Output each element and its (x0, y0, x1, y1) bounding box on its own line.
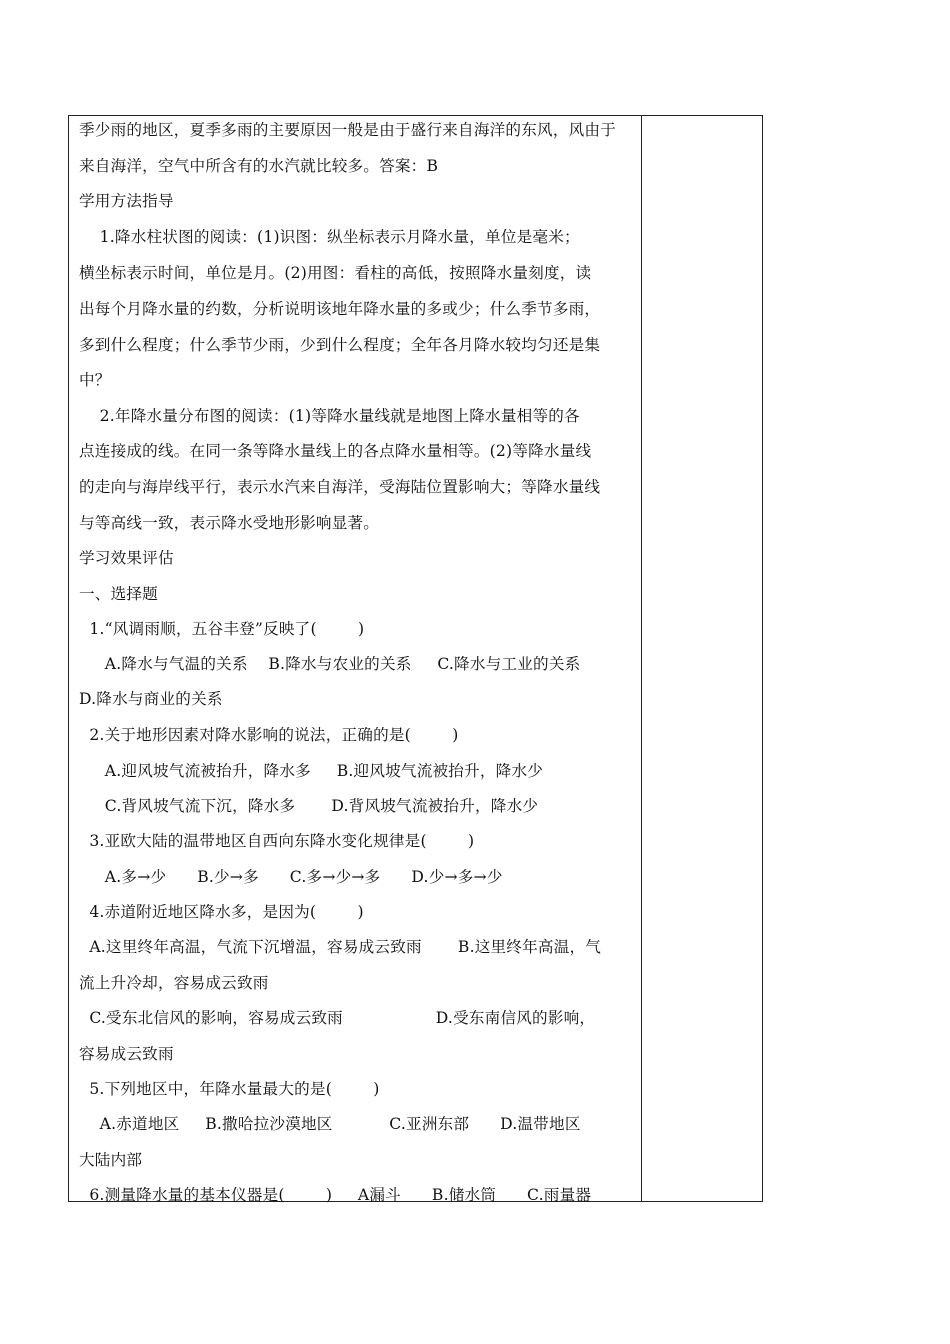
document-table (68, 115, 763, 1202)
option-line: A.降水与气温的关系 B.降水与农业的关系 C.降水与工业的关系 (79, 655, 581, 673)
question-line: 3.亚欧大陆的温带地区自西向东降水变化规律是( ) (79, 832, 475, 850)
question-line: 2.关于地形因素对降水影响的说法，正确的是( ) (79, 726, 459, 744)
column-divider (641, 116, 642, 1201)
option-line: 流上升冷却，容易成云致雨 (79, 974, 269, 992)
option-line: 容易成云致雨 (79, 1045, 174, 1063)
option-line: A.这里终年高温，气流下沉增温，容易成云致雨 B.这里终年高温，气 (79, 938, 602, 956)
text-line: 来自海洋，空气中所含有的水汽就比较多。答案：B (79, 157, 439, 175)
section-heading: 学用方法指导 (79, 192, 174, 210)
option-line: C.受东北信风的影响，容易成云致雨 D.受东南信风的影响， (79, 1009, 596, 1027)
text-line: 横坐标表示时间，单位是月。(2)用图：看柱的高低，按照降水量刻度，读 (79, 264, 592, 282)
text-line: 季少雨的地区，夏季多雨的主要原因一般是由于盛行来自海洋的东风，风由于 (79, 121, 616, 139)
option-line: C.背风坡气流下沉，降水多 D.背风坡气流被抬升，降水少 (79, 797, 539, 815)
section-heading: 学习效果评估 (79, 549, 174, 567)
text-line: 与等高线一致，表示降水受地形影响显著。 (79, 514, 380, 532)
option-line: D.降水与商业的关系 (79, 690, 223, 708)
section-heading: 一、选择题 (79, 585, 158, 603)
option-line: 大陆内部 (79, 1151, 143, 1169)
text-line: 点连接成的线。在同一条等降水量线上的各点降水量相等。(2)等降水量线 (79, 442, 592, 460)
question-line: 5.下列地区中，年降水量最大的是( ) (79, 1080, 380, 1098)
option-line: A.迎风坡气流被抬升，降水多 B.迎风坡气流被抬升，降水少 (79, 762, 544, 780)
question-line: 6.测量降水量的基本仪器是( ) A漏斗 B.储水筒 C.雨量器 (79, 1186, 592, 1204)
text-line: 中？ (79, 371, 111, 389)
question-line: 4.赤道附近地区降水多，是因为( ) (79, 903, 364, 921)
text-line: 的走向与海岸线平行，表示水汽来自海洋，受海陆位置影响大；等降水量线 (79, 478, 601, 496)
option-line: A.多→少 B.少→多 C.多→少→多 D.少→多→少 (79, 868, 503, 886)
text-line: 出每个月降水量的约数，分析说明该地年降水量的多或少；什么季节多雨， (79, 300, 601, 318)
text-line: 2.年降水量分布图的阅读：(1)等降水量线就是地图上降水量相等的各 (79, 407, 580, 425)
text-line: 多到什么程度；什么季节少雨，少到什么程度；全年各月降水较均匀还是集 (79, 336, 601, 354)
option-line: A.赤道地区 B.撒哈拉沙漠地区 C.亚洲东部 D.温带地区 (79, 1115, 581, 1133)
text-line: 1.降水柱状图的阅读：(1)识图：纵坐标表示月降水量，单位是毫米； (79, 228, 580, 246)
question-line: 1.“风调雨顺，五谷丰登”反映了( ) (79, 620, 365, 638)
